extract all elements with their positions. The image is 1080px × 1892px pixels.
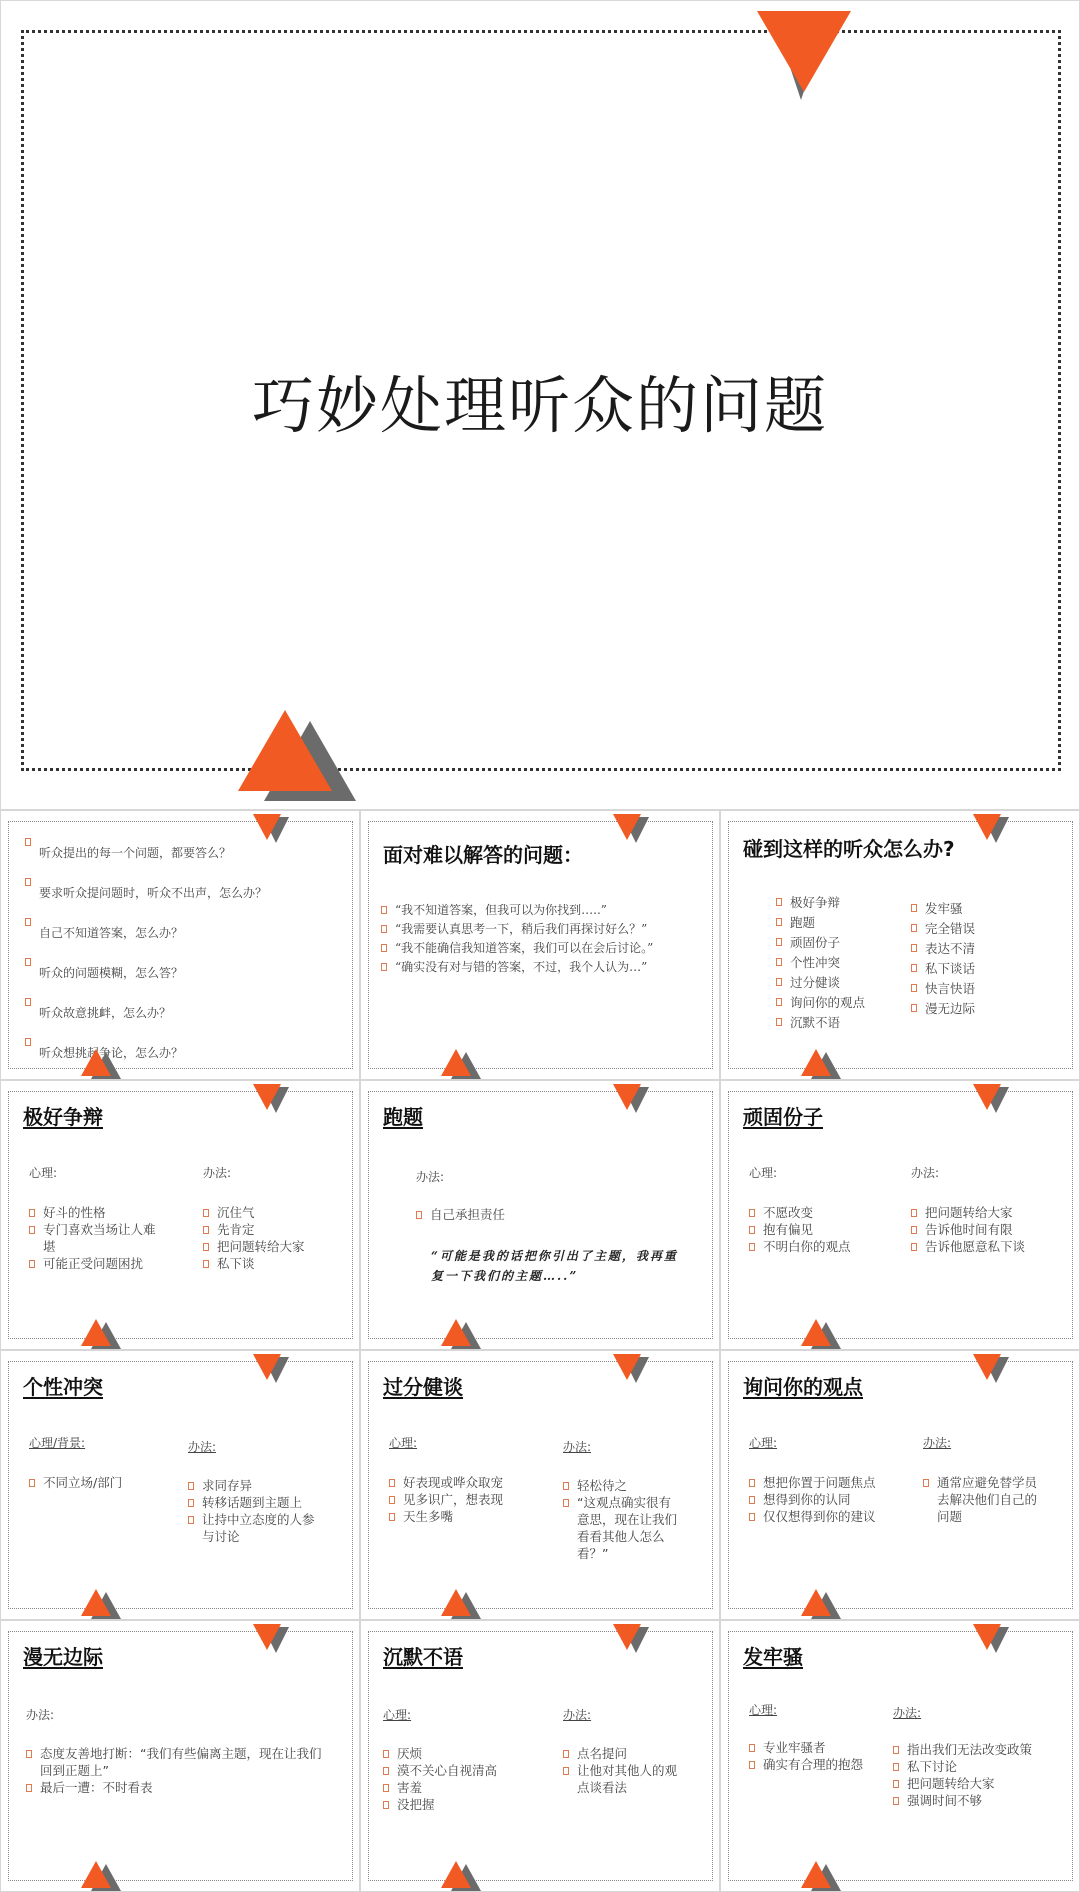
slide-thumbnail[interactable] bbox=[0, 1080, 360, 1350]
slide-thumbnail[interactable] bbox=[360, 1620, 720, 1892]
triangle-up-icon bbox=[441, 1319, 471, 1346]
list-item: 厌烦 bbox=[383, 1745, 497, 1762]
psychology-heading: 心理: bbox=[389, 1436, 418, 1450]
slide-thumbnail[interactable] bbox=[720, 1080, 1080, 1350]
triangle-up-icon bbox=[801, 1319, 831, 1346]
list-item: 告诉他愿意私下谈 bbox=[911, 1238, 1025, 1255]
list-item: 过分健谈 bbox=[776, 973, 865, 993]
list-item: 确实有合理的抱怨 bbox=[749, 1756, 863, 1773]
bullet-list-right bbox=[563, 1745, 688, 1796]
list-item: “我不知道答案，但我可以为你找到…..” bbox=[381, 901, 681, 920]
bullet-list-left bbox=[29, 1204, 159, 1272]
bullet-list bbox=[26, 1745, 326, 1796]
solution-heading: 办法: bbox=[416, 1170, 445, 1184]
list-item: “确实没有对与错的答案，不过，我个人认为…” bbox=[381, 958, 681, 977]
list-item: 可能正受问题困扰 bbox=[29, 1255, 159, 1272]
bullet-list-left bbox=[383, 1745, 497, 1813]
slide-title: 个性冲突 bbox=[23, 1375, 103, 1399]
list-item: 仅仅想得到你的建议 bbox=[749, 1508, 876, 1525]
list-item: 指出我们无法改变政策 bbox=[893, 1741, 1032, 1758]
list-item: 求同存异 bbox=[188, 1477, 318, 1494]
list-item: 轻松待之 bbox=[563, 1477, 683, 1494]
solution-heading: 办法: bbox=[893, 1706, 922, 1720]
list-item: “我需要认真思考一下，稍后我们再探讨好么？” bbox=[381, 920, 681, 939]
title-slide[interactable] bbox=[0, 0, 1080, 810]
triangle-down-icon bbox=[973, 1354, 1001, 1380]
list-item: 听众提出的每一个问题，都要答么？ bbox=[25, 833, 267, 873]
psychology-heading: 心理: bbox=[749, 1166, 778, 1180]
bullet-list-right bbox=[923, 1474, 1043, 1525]
bullet-list-right bbox=[911, 899, 975, 1019]
solution-heading: 办法: bbox=[188, 1440, 217, 1454]
list-item: 让他对其他人的观点谈看法 bbox=[563, 1762, 688, 1796]
slide-title: 顽固份子 bbox=[743, 1105, 823, 1129]
list-item: 点名提问 bbox=[563, 1745, 688, 1762]
psychology-heading: 心理: bbox=[383, 1708, 412, 1722]
slide-thumbnail[interactable] bbox=[0, 1620, 360, 1892]
bullet-list-left bbox=[776, 893, 865, 1033]
list-item: 要求听众提问题时，听众不出声，怎么办？ bbox=[25, 873, 267, 913]
list-item: 让持中立态度的人参与讨论 bbox=[188, 1511, 318, 1545]
list-item: “我不能确信我知道答案，我们可以在会后讨论。” bbox=[381, 939, 681, 958]
list-item: 沉住气 bbox=[203, 1204, 305, 1221]
slide-title: 询问你的观点 bbox=[743, 1375, 863, 1399]
triangle-up-icon bbox=[441, 1049, 471, 1076]
solution-heading: 办法: bbox=[911, 1166, 940, 1180]
bullet-list-left bbox=[749, 1739, 863, 1773]
list-item: 害羞 bbox=[383, 1779, 497, 1796]
triangle-up-icon bbox=[441, 1589, 471, 1616]
slide-title: 极好争辩 bbox=[23, 1105, 103, 1129]
list-item: 抱有偏见 bbox=[749, 1221, 851, 1238]
triangle-down-icon bbox=[613, 814, 641, 840]
triangle-down-icon bbox=[757, 11, 851, 92]
slide-thumbnail[interactable] bbox=[360, 1350, 720, 1620]
list-item: 极好争辩 bbox=[776, 893, 865, 913]
list-item: 不愿改变 bbox=[749, 1204, 851, 1221]
list-item: 听众的问题模糊，怎么答？ bbox=[25, 953, 267, 993]
list-item: 把问题转给大家 bbox=[203, 1238, 305, 1255]
bullet-list bbox=[381, 901, 681, 977]
triangle-down-icon bbox=[973, 1084, 1001, 1110]
slide-title: 面对难以解答的问题： bbox=[383, 843, 583, 867]
list-item: 天生多嘴 bbox=[389, 1508, 503, 1525]
bullet-list-right bbox=[893, 1741, 1032, 1809]
list-item: 把问题转给大家 bbox=[911, 1204, 1025, 1221]
solution-heading: 办法: bbox=[923, 1436, 952, 1450]
list-item: 把问题转给大家 bbox=[893, 1775, 1032, 1792]
list-item: 好斗的性格 bbox=[29, 1204, 159, 1221]
list-item: 听众故意挑衅，怎么办？ bbox=[25, 993, 267, 1033]
triangle-down-icon bbox=[253, 1624, 281, 1650]
slide-thumbnail[interactable] bbox=[720, 1620, 1080, 1892]
list-item: 见多识广，想表现 bbox=[389, 1491, 503, 1508]
psychology-heading: 心理/背景: bbox=[29, 1436, 86, 1450]
triangle-down-icon bbox=[253, 1084, 281, 1110]
list-item: 态度友善地打断：“我们有些偏离主题，现在让我们回到正题上” bbox=[26, 1745, 326, 1779]
bullet-list-right bbox=[188, 1477, 318, 1545]
psychology-heading: 心理: bbox=[749, 1703, 778, 1717]
slide-grid bbox=[0, 810, 1080, 1892]
triangle-up-icon bbox=[801, 1049, 831, 1076]
slide-thumbnail[interactable] bbox=[0, 1350, 360, 1620]
list-item: 自己不知道答案，怎么办？ bbox=[25, 913, 267, 953]
triangle-up-icon bbox=[801, 1861, 831, 1888]
list-item: 专门喜欢当场让人难堪 bbox=[29, 1221, 159, 1255]
slide-title: 跑题 bbox=[383, 1105, 423, 1129]
list-item: 通常应避免替学员去解决他们自己的问题 bbox=[923, 1474, 1043, 1525]
slide-thumbnail[interactable] bbox=[360, 1080, 720, 1350]
bullet-list bbox=[25, 833, 267, 1073]
bullet-list bbox=[416, 1206, 505, 1223]
list-item: 完全错误 bbox=[911, 919, 975, 939]
bullet-list-left bbox=[29, 1474, 122, 1491]
slide-title: 发牢骚 bbox=[743, 1645, 803, 1669]
list-item: 私下谈 bbox=[203, 1255, 305, 1272]
solution-heading: 办法: bbox=[563, 1708, 592, 1722]
list-item: 不同立场/部门 bbox=[29, 1474, 122, 1491]
triangle-down-icon bbox=[973, 814, 1001, 840]
solution-heading: 办法: bbox=[26, 1708, 55, 1722]
psychology-heading: 心理: bbox=[29, 1166, 58, 1180]
list-item: 想得到你的认同 bbox=[749, 1491, 876, 1508]
solution-heading: 办法: bbox=[203, 1166, 232, 1180]
slide-thumbnail[interactable] bbox=[360, 810, 720, 1080]
solution-heading: 办法: bbox=[563, 1440, 592, 1454]
list-item: 最后一遭：不时看表 bbox=[26, 1779, 326, 1796]
list-item: 跑题 bbox=[776, 913, 865, 933]
triangle-down-icon bbox=[613, 1084, 641, 1110]
list-item: 询问你的观点 bbox=[776, 993, 865, 1013]
triangle-up-icon bbox=[238, 710, 332, 791]
triangle-down-icon bbox=[613, 1624, 641, 1650]
list-item: 强调时间不够 bbox=[893, 1792, 1032, 1809]
list-item: 漠不关心自视清高 bbox=[383, 1762, 497, 1779]
list-item: 想把你置于问题焦点 bbox=[749, 1474, 876, 1491]
triangle-up-icon bbox=[81, 1049, 111, 1076]
list-item: 听众想挑起争论，怎么办？ bbox=[25, 1033, 267, 1073]
list-item: 表达不清 bbox=[911, 939, 975, 959]
bullet-list-left bbox=[389, 1474, 503, 1525]
list-item: 沉默不语 bbox=[776, 1013, 865, 1033]
bullet-list-right bbox=[203, 1204, 305, 1272]
triangle-up-icon bbox=[441, 1861, 471, 1888]
list-item: 先肯定 bbox=[203, 1221, 305, 1238]
bullet-list-right bbox=[563, 1477, 683, 1562]
list-item: 没把握 bbox=[383, 1796, 497, 1813]
slide-thumbnail[interactable] bbox=[720, 1350, 1080, 1620]
list-item: 专业牢骚者 bbox=[749, 1739, 863, 1756]
list-item: 私下谈话 bbox=[911, 959, 975, 979]
psychology-heading: 心理: bbox=[749, 1436, 778, 1450]
list-item: 不明白你的观点 bbox=[749, 1238, 851, 1255]
bullet-list-left bbox=[749, 1204, 851, 1255]
list-item: 告诉他时间有限 bbox=[911, 1221, 1025, 1238]
page-title: 巧妙处理听众的问题 bbox=[251, 369, 828, 442]
triangle-down-icon bbox=[973, 1624, 1001, 1650]
list-item: 顽固份子 bbox=[776, 933, 865, 953]
triangle-up-icon bbox=[81, 1589, 111, 1616]
slide-title: 沉默不语 bbox=[383, 1645, 463, 1669]
slide-thumbnail[interactable] bbox=[720, 810, 1080, 1080]
list-item: “这观点确实很有意思，现在让我们看看其他人怎么看？” bbox=[563, 1494, 683, 1562]
slide-thumbnail[interactable] bbox=[0, 810, 360, 1080]
list-item: 私下讨论 bbox=[893, 1758, 1032, 1775]
triangle-up-icon bbox=[801, 1589, 831, 1616]
triangle-up-icon bbox=[81, 1319, 111, 1346]
list-item: 转移话题到主题上 bbox=[188, 1494, 318, 1511]
slide-title: 碰到这样的听众怎么办? bbox=[743, 837, 955, 861]
bullet-list-right bbox=[911, 1204, 1025, 1255]
list-item: 漫无边际 bbox=[911, 999, 975, 1019]
triangle-down-icon bbox=[613, 1354, 641, 1380]
triangle-down-icon bbox=[253, 1354, 281, 1380]
bullet-list-left bbox=[749, 1474, 876, 1525]
list-item: 自己承担责任 bbox=[416, 1206, 505, 1223]
slide-title: 漫无边际 bbox=[23, 1645, 103, 1669]
list-item: 个性冲突 bbox=[776, 953, 865, 973]
list-item: 发牢骚 bbox=[911, 899, 975, 919]
triangle-up-icon bbox=[81, 1861, 111, 1888]
list-item: 快言快语 bbox=[911, 979, 975, 999]
quote-text: “可能是我的话把你引出了主题，我再重复一下我们的主题…..” bbox=[431, 1249, 678, 1283]
slide-title: 过分健谈 bbox=[383, 1375, 463, 1399]
list-item: 好表现或哗众取宠 bbox=[389, 1474, 503, 1491]
